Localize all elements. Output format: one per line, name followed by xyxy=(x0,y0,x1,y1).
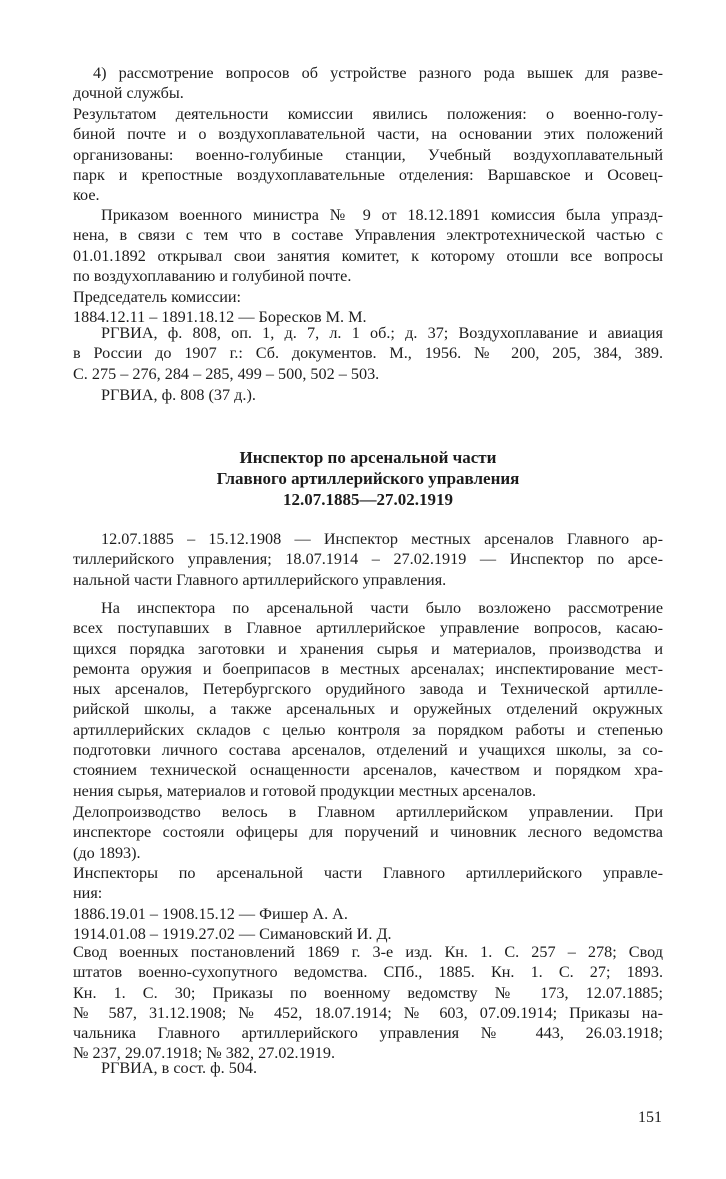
text-line: Приказом военного министра № 9 от 18.12.1891 комиссия была упразд- xyxy=(101,206,663,224)
text-line: 01.01.1892 открывал свои занятия комитет, к которому отошли все вопросы xyxy=(73,246,663,265)
inspector-entry: 1886.19.01 – 1908.15.12 — Фишер А. А. xyxy=(73,904,348,923)
chair-entry: 1884.12.11 – 1891.18.12 — Боресков М. М. xyxy=(73,308,367,327)
text-line: Кн. 1. С. 30; Приказы по военному ведомству № 173, 12.07.1885; xyxy=(73,983,663,1002)
top-sources xyxy=(73,323,663,384)
text-line: организованы: военно-голубиные станции, Учебный воздухоплавательный xyxy=(73,145,663,164)
inspectors-block xyxy=(73,863,663,944)
text-line: На инспектора по арсенальной части было возложено рассмотрение xyxy=(101,599,663,617)
text-line: 4) рассмотрение вопросов об устройстве разного рода вышек для разве- xyxy=(93,64,663,82)
text-line: тиллерийского управления; 18.07.1914 – 27.02.1919 — Инспектор по арсе- xyxy=(73,550,663,569)
text-line: нена, в связи с тем что в составе Управления электротехнической частью с xyxy=(73,226,663,245)
text-line: Делопроизводство велось в Главном артиллерийском управлении. При xyxy=(73,803,663,821)
section-heading xyxy=(73,447,663,510)
section-sources xyxy=(73,942,663,1064)
heading-line: Главного артиллерийского управления xyxy=(216,469,520,488)
text-line: биной почте и о воздухоплавательной части, на основании этих положений xyxy=(73,125,663,144)
text-line: РГВИА, ф. 808, оп. 1, д. 7, л. 1 об.; д. 37; Воздухоплавание и авиация xyxy=(101,324,663,342)
text-line: чальника Главного артиллерийского управления № 443, 26.03.1918; xyxy=(73,1024,663,1043)
text-line: Свод военных постановлений 1869 г. 3-е изд. Кн. 1. С. 257 – 278; Свод xyxy=(73,943,663,961)
text-line: артиллерийских складов с целью контроля за порядком работы и степенью xyxy=(73,720,663,739)
text-line: подготовки личного состава арсеналов, отделений и учащихся школы, за со- xyxy=(73,741,663,760)
records-paragraph xyxy=(73,802,663,863)
text-line: штатов военно-сухопутного ведомства. СПб., 1885. Кн. 1. С. 27; 1893. xyxy=(73,963,663,982)
text-line: щихся порядка заготовки и хранения сырья и материалов, производства и xyxy=(73,639,663,658)
text-line: по воздухоплаванию и голубиной почте. xyxy=(73,266,352,285)
text-line: (до 1893). xyxy=(73,843,141,862)
text-line: ремонта оружия и боеприпасов в местных арсеналах; инспектирование мест- xyxy=(73,659,663,678)
text-line: нения сырья, материалов и готовой продукции местных арсеналов. xyxy=(73,781,537,800)
text-line: рийской школы, а также арсенальных и оружейных отделений окружных xyxy=(73,700,663,719)
text-line: С. 275 – 276, 284 – 285, 499 – 500, 502 – 503. xyxy=(73,364,380,383)
text-line: № 587, 31.12.1908; № 452, 18.07.1914; № 603, 07.09.1914; Приказы на- xyxy=(73,1003,663,1022)
text-line: инспекторе состояли офицеры для поручений и чиновник лесного ведомства xyxy=(73,823,663,842)
text-line: № 237, 29.07.1918; № 382, 27.02.1919. xyxy=(73,1044,336,1063)
inspector-entry: 1914.01.08 – 1919.27.02 — Симановский И. Д. xyxy=(73,924,392,943)
text-line: всех поступавших в Главное артиллерийское управление вопросов, касаю- xyxy=(73,619,663,638)
order-paragraph xyxy=(73,205,663,286)
archive-reference: РГВИА, ф. 808 (37 д.). xyxy=(101,386,256,404)
text-line: в России до 1907 г.: Сб. документов. М., 1956. № 200, 205, 384, 389. xyxy=(73,344,663,363)
dates-paragraph xyxy=(73,529,663,590)
text-line: парк и крепостные воздухоплавательные отделения: Варшавское и Осовец- xyxy=(73,165,663,184)
top-archive xyxy=(73,385,663,405)
text-line: Инспекторы по арсенальной части Главного артиллерийского управле- xyxy=(73,864,663,882)
text-line: ния: xyxy=(73,884,103,903)
archive-reference: РГВИА, в сост. ф. 504. xyxy=(101,1059,258,1077)
heading-dates: 12.07.1885—27.02.1919 xyxy=(283,490,453,509)
chair-label: Председатель комиссии: xyxy=(73,288,242,306)
text-line: Результатом деятельности комиссии явились положения: о военно-голу- xyxy=(73,105,663,123)
heading-line: Инспектор по арсенальной части xyxy=(239,448,497,467)
duties-paragraph xyxy=(73,598,663,801)
text-line: ных арсеналов, Петербургского орудийного завода и Технической артилле- xyxy=(73,680,663,699)
item-4-paragraph xyxy=(73,63,663,104)
text-line: кое. xyxy=(73,186,100,205)
text-line: стоянием технической оснащенности арсеналов, качеством и порядком хра- xyxy=(73,761,663,780)
section-archive xyxy=(73,1058,663,1078)
text-line: 12.07.1885 – 15.12.1908 — Инспектор местных арсеналов Главного ар- xyxy=(101,530,663,548)
result-paragraph xyxy=(73,104,663,205)
page-number: 151 xyxy=(638,1109,662,1126)
chair-block xyxy=(73,287,663,328)
text-line: нальной части Главного артиллерийского управления. xyxy=(73,570,447,589)
text-line: дочной службы. xyxy=(73,84,184,103)
